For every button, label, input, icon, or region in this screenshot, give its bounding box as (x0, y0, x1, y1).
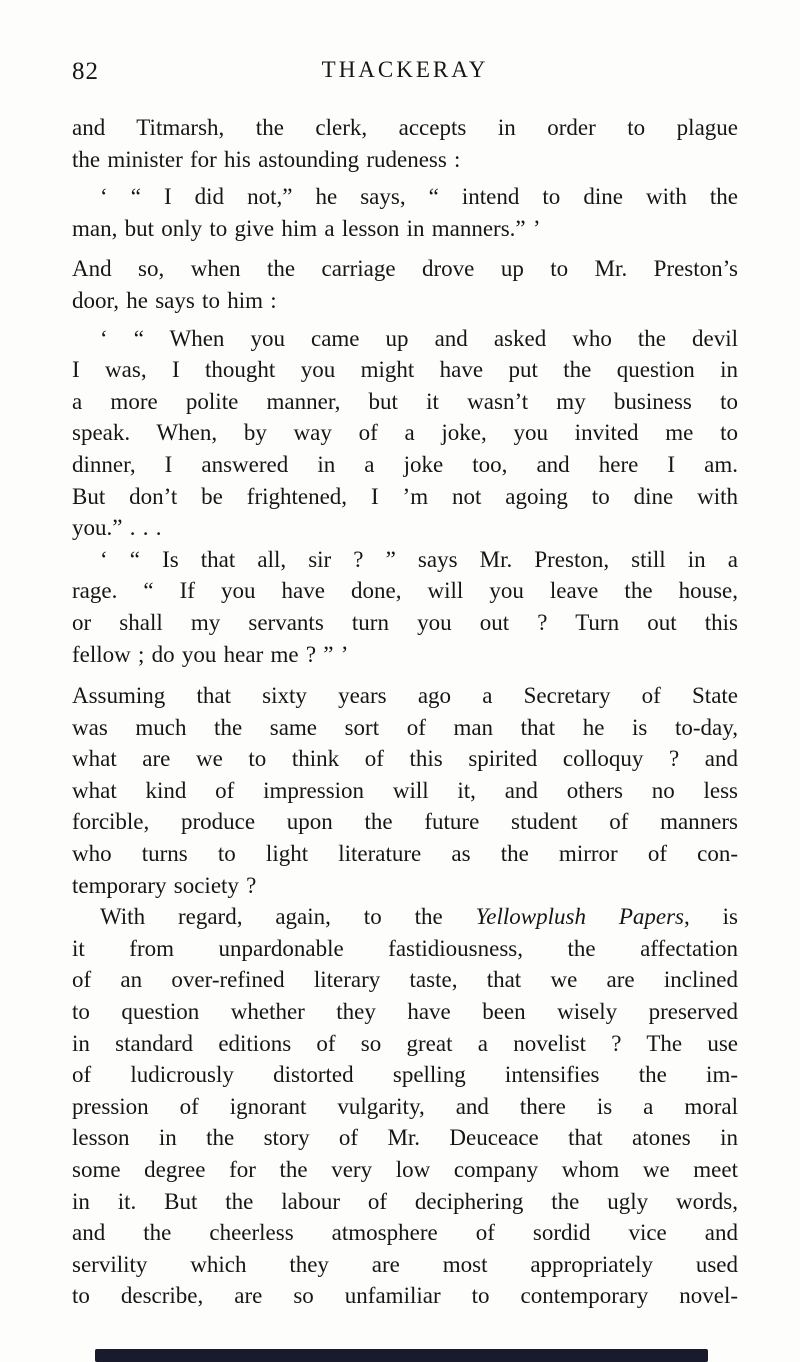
text-line: And so, when the carriage drove up to Mr. Preston’s (72, 256, 738, 282)
text-line: man, but only to give him a lesson in manners.” ’ (72, 215, 541, 241)
text-line (72, 901, 738, 933)
text-line: of ludicrously distorted spelling intensifies the im- (72, 1062, 738, 1088)
text-line: or shall my servants turn you out ? Turn out this (72, 609, 738, 635)
text-segment: With regard, again, to the (100, 904, 476, 930)
text-line: to describe, are so unfamiliar to contemporary novel- (72, 1283, 738, 1309)
paragraph-yellowplush (72, 901, 738, 1312)
page-number: 82 (72, 58, 99, 85)
text-line: forcible, produce upon the future student of manners (72, 809, 738, 835)
paragraph-continuation (72, 112, 738, 175)
text-line: the minister for his astounding rudeness : (72, 146, 461, 172)
text-line: dinner, I answered in a joke too, and here I am. (72, 451, 738, 477)
text-line: servility which they are most appropriately used (72, 1251, 738, 1277)
scan-artifact-bar (95, 1349, 708, 1362)
text-line: some degree for the very low company whom we meet (72, 1157, 738, 1182)
text-line: speak. When, by way of a joke, you invited me to (72, 420, 738, 446)
text-line: a more polite manner, but it wasn’t my business to (72, 388, 738, 414)
text-line: pression of ignorant vulgarity, and there is a moral (72, 1093, 738, 1119)
text-line: in it. But the labour of deciphering the ugly words, (72, 1188, 738, 1214)
text-line: it from unpardonable fastidiousness, the affectation (72, 935, 738, 961)
text-line: ‘ “ I did not,” he says, “ intend to dine with the (100, 184, 738, 210)
text-line: who turns to light literature as the mirror of con- (72, 841, 738, 867)
book-title-italic: Yellowplush Papers (475, 904, 685, 930)
page-header (72, 57, 738, 85)
text-line: and Titmarsh, the clerk, accepts in order to plague (72, 115, 738, 140)
text-line: rage. “ If you have done, will you leave the house, (72, 578, 738, 604)
text-line: of an over-refined literary taste, that we are inclined (72, 967, 738, 993)
text-line: But don’t be frightened, I ’m not agoing to dine with (72, 483, 738, 509)
text-line: in standard editions of so great a novelist ? The use (72, 1030, 738, 1056)
text-line: I was, I thought you might have put the question in (72, 357, 738, 383)
running-title: THACKERAY (321, 57, 489, 82)
paragraph-quote-dine (72, 181, 738, 244)
paragraph-assuming (72, 680, 738, 901)
text-line: and the cheerless atmosphere of sordid vice and (72, 1220, 738, 1246)
text-line: was much the same sort of man that he is to-day, (72, 714, 738, 740)
paragraph-quote-when-you-came (72, 323, 738, 544)
text-line: to question whether they have been wisely preserved (72, 999, 738, 1025)
text-line: ‘ “ Is that all, sir ? ” says Mr. Preston, still in a (100, 546, 738, 572)
text-line: you.” . . . (72, 515, 162, 541)
text-line: what are we to think of this spirited colloquy ? and (72, 746, 738, 772)
text-line: temporary society ? (72, 872, 257, 898)
text-line: lesson in the story of Mr. Deuceace that atones in (72, 1125, 738, 1151)
paragraph-and-so (72, 253, 738, 316)
text-segment: , is (684, 904, 739, 930)
text-column (72, 112, 738, 1312)
text-line: door, he says to him : (72, 287, 277, 313)
paragraph-quote-is-that-all (72, 544, 738, 670)
text-line: Assuming that sixty years ago a Secretary of State (72, 683, 738, 709)
text-line: what kind of impression will it, and others no less (72, 777, 738, 803)
text-line: ‘ “ When you came up and asked who the devil (100, 325, 738, 351)
text-line: fellow ; do you hear me ? ” ’ (72, 641, 349, 667)
